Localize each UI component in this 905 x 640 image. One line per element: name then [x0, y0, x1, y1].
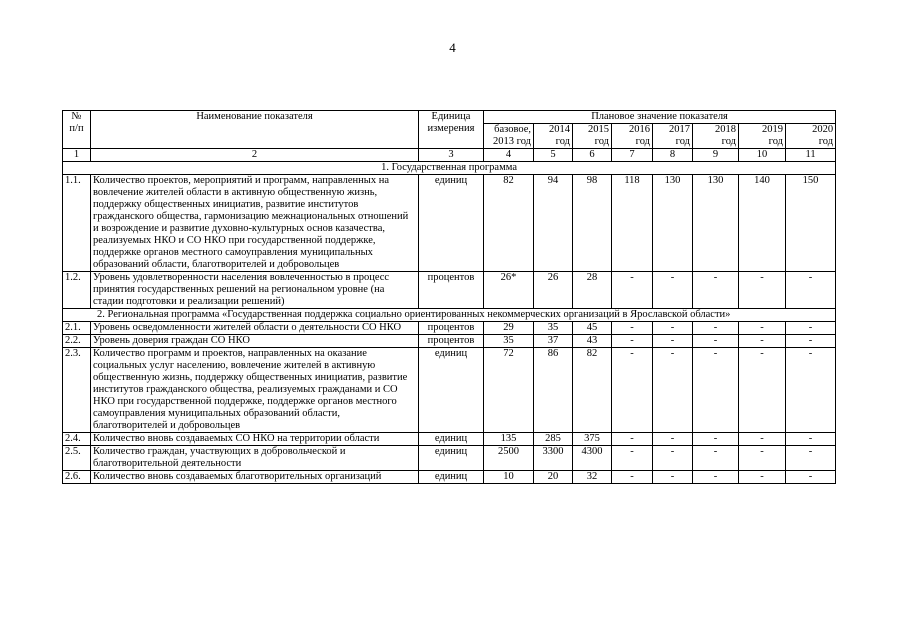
- column-number: 3: [419, 149, 484, 162]
- header-year: 2017 год: [653, 124, 693, 149]
- indicator-name: Уровень удовлетворенности населения вовлеченностью в процесс принятия государственных решений на региональном уровне (на стадии подготовки и реализации решений): [91, 272, 419, 309]
- value-cell: -: [786, 433, 836, 446]
- value-cell: -: [739, 471, 786, 484]
- value-cell: 140: [739, 175, 786, 272]
- indicator-name: Количество вновь создаваемых СО НКО на территории области: [91, 433, 419, 446]
- header-year: 2015 год: [573, 124, 612, 149]
- value-cell: -: [653, 433, 693, 446]
- value-cell: -: [612, 471, 653, 484]
- value-cell: 130: [653, 175, 693, 272]
- header-planned: Плановое значение показателя: [484, 111, 836, 124]
- value-cell: -: [739, 322, 786, 335]
- column-number: 8: [653, 149, 693, 162]
- value-cell: 98: [573, 175, 612, 272]
- header-year: 2016 год: [612, 124, 653, 149]
- header-year: 2018 год: [693, 124, 739, 149]
- indicator-name: Количество программ и проектов, направленных на оказание социальных услуг населению, вовлечение жителей в активную общественную жизнь, поддержку общественных инициатив, развитие институтов гражданского общества, реализуемых гражданами и СО НКО при государственной поддержке, поддержке органов местного самоуправления муниципальных образований области, благотворителей и добровольцев: [91, 348, 419, 433]
- value-cell: -: [739, 446, 786, 471]
- value-cell: 94: [534, 175, 573, 272]
- unit: единиц: [419, 175, 484, 272]
- value-cell: 45: [573, 322, 612, 335]
- value-cell: -: [612, 446, 653, 471]
- value-cell: 3300: [534, 446, 573, 471]
- value-cell: 37: [534, 335, 573, 348]
- table-body: [63, 162, 836, 484]
- value-cell: 86: [534, 348, 573, 433]
- header-year: 2014 год: [534, 124, 573, 149]
- value-cell: -: [693, 471, 739, 484]
- unit: единиц: [419, 471, 484, 484]
- value-cell: 35: [484, 335, 534, 348]
- value-cell: 26: [534, 272, 573, 309]
- unit: процентов: [419, 322, 484, 335]
- value-cell: -: [739, 348, 786, 433]
- value-cell: -: [739, 272, 786, 309]
- page-number: 4: [449, 40, 456, 55]
- table-row: [63, 272, 836, 309]
- value-cell: -: [693, 446, 739, 471]
- row-number: 1.2.: [63, 272, 91, 309]
- value-cell: 26*: [484, 272, 534, 309]
- value-cell: -: [786, 471, 836, 484]
- value-cell: -: [693, 272, 739, 309]
- table-row: [63, 446, 836, 471]
- header-year: базовое, 2013 год: [484, 124, 534, 149]
- column-numbers-row: [63, 149, 836, 162]
- value-cell: -: [786, 335, 836, 348]
- value-cell: -: [786, 348, 836, 433]
- column-number: 11: [786, 149, 836, 162]
- value-cell: -: [612, 433, 653, 446]
- unit: единиц: [419, 446, 484, 471]
- value-cell: 82: [484, 175, 534, 272]
- table-row: [63, 335, 836, 348]
- unit: единиц: [419, 348, 484, 433]
- value-cell: -: [653, 335, 693, 348]
- value-cell: 32: [573, 471, 612, 484]
- value-cell: 375: [573, 433, 612, 446]
- unit: единиц: [419, 433, 484, 446]
- row-number: 2.6.: [63, 471, 91, 484]
- value-cell: -: [653, 348, 693, 433]
- row-number: 2.5.: [63, 446, 91, 471]
- unit: процентов: [419, 272, 484, 309]
- section-row: [63, 162, 836, 175]
- indicators-table: [62, 110, 836, 484]
- column-number: 2: [91, 149, 419, 162]
- section-title: 2. Региональная программа «Государственная поддержка социально ориентированных некоммерческих организаций в Ярославской области»: [63, 309, 836, 322]
- value-cell: -: [653, 471, 693, 484]
- value-cell: -: [653, 272, 693, 309]
- column-number: 9: [693, 149, 739, 162]
- column-number: 1: [63, 149, 91, 162]
- row-number: 2.2.: [63, 335, 91, 348]
- indicator-name: Количество граждан, участвующих в добровольческой и благотворительной деятельности: [91, 446, 419, 471]
- value-cell: 118: [612, 175, 653, 272]
- row-number: 2.1.: [63, 322, 91, 335]
- table-row: [63, 322, 836, 335]
- value-cell: -: [693, 322, 739, 335]
- value-cell: 35: [534, 322, 573, 335]
- value-cell: -: [693, 335, 739, 348]
- value-cell: 72: [484, 348, 534, 433]
- value-cell: 43: [573, 335, 612, 348]
- header-year: 2020 год: [786, 124, 836, 149]
- value-cell: -: [612, 272, 653, 309]
- value-cell: 2500: [484, 446, 534, 471]
- row-number: 2.4.: [63, 433, 91, 446]
- value-cell: -: [693, 348, 739, 433]
- column-number: 6: [573, 149, 612, 162]
- row-number: 2.3.: [63, 348, 91, 433]
- header-year: 2019 год: [739, 124, 786, 149]
- column-number: 7: [612, 149, 653, 162]
- header-unit: Единица измерения: [419, 111, 484, 149]
- header-num: № п/п: [63, 111, 91, 149]
- value-cell: -: [693, 433, 739, 446]
- value-cell: 29: [484, 322, 534, 335]
- table-row: [63, 175, 836, 272]
- value-cell: -: [612, 322, 653, 335]
- value-cell: -: [612, 335, 653, 348]
- value-cell: 10: [484, 471, 534, 484]
- value-cell: 82: [573, 348, 612, 433]
- value-cell: -: [739, 433, 786, 446]
- value-cell: 285: [534, 433, 573, 446]
- column-number: 10: [739, 149, 786, 162]
- section-row: [63, 309, 836, 322]
- indicator-name: Уровень доверия граждан СО НКО: [91, 335, 419, 348]
- value-cell: -: [653, 446, 693, 471]
- value-cell: 20: [534, 471, 573, 484]
- value-cell: -: [786, 322, 836, 335]
- value-cell: -: [653, 322, 693, 335]
- table-row: [63, 433, 836, 446]
- table-row: [63, 471, 836, 484]
- column-number: 5: [534, 149, 573, 162]
- header-name: Наименование показателя: [91, 111, 419, 149]
- value-cell: -: [786, 272, 836, 309]
- value-cell: -: [739, 335, 786, 348]
- indicator-name: Уровень осведомленности жителей области о деятельности СО НКО: [91, 322, 419, 335]
- row-number: 1.1.: [63, 175, 91, 272]
- value-cell: 130: [693, 175, 739, 272]
- value-cell: 4300: [573, 446, 612, 471]
- value-cell: 150: [786, 175, 836, 272]
- value-cell: 135: [484, 433, 534, 446]
- indicator-name: Количество вновь создаваемых благотворительных организаций: [91, 471, 419, 484]
- unit: процентов: [419, 335, 484, 348]
- value-cell: -: [612, 348, 653, 433]
- column-number: 4: [484, 149, 534, 162]
- value-cell: 28: [573, 272, 612, 309]
- section-title: 1. Государственная программа: [63, 162, 836, 175]
- indicator-name: Количество проектов, мероприятий и программ, направленных на вовлечение жителей области в активную общественную жизнь, поддержку общественных инициатив, развитие институтов гражданского общества, гармонизацию межнациональных отношений и возрождение и развитие духовно-культурных основ казачества, реализуемых НКО и СО НКО при государственной поддержке, поддержке органов местного самоуправления муниципальных образований области, благотворителей и добровольцев: [91, 175, 419, 272]
- value-cell: -: [786, 446, 836, 471]
- table-row: [63, 348, 836, 433]
